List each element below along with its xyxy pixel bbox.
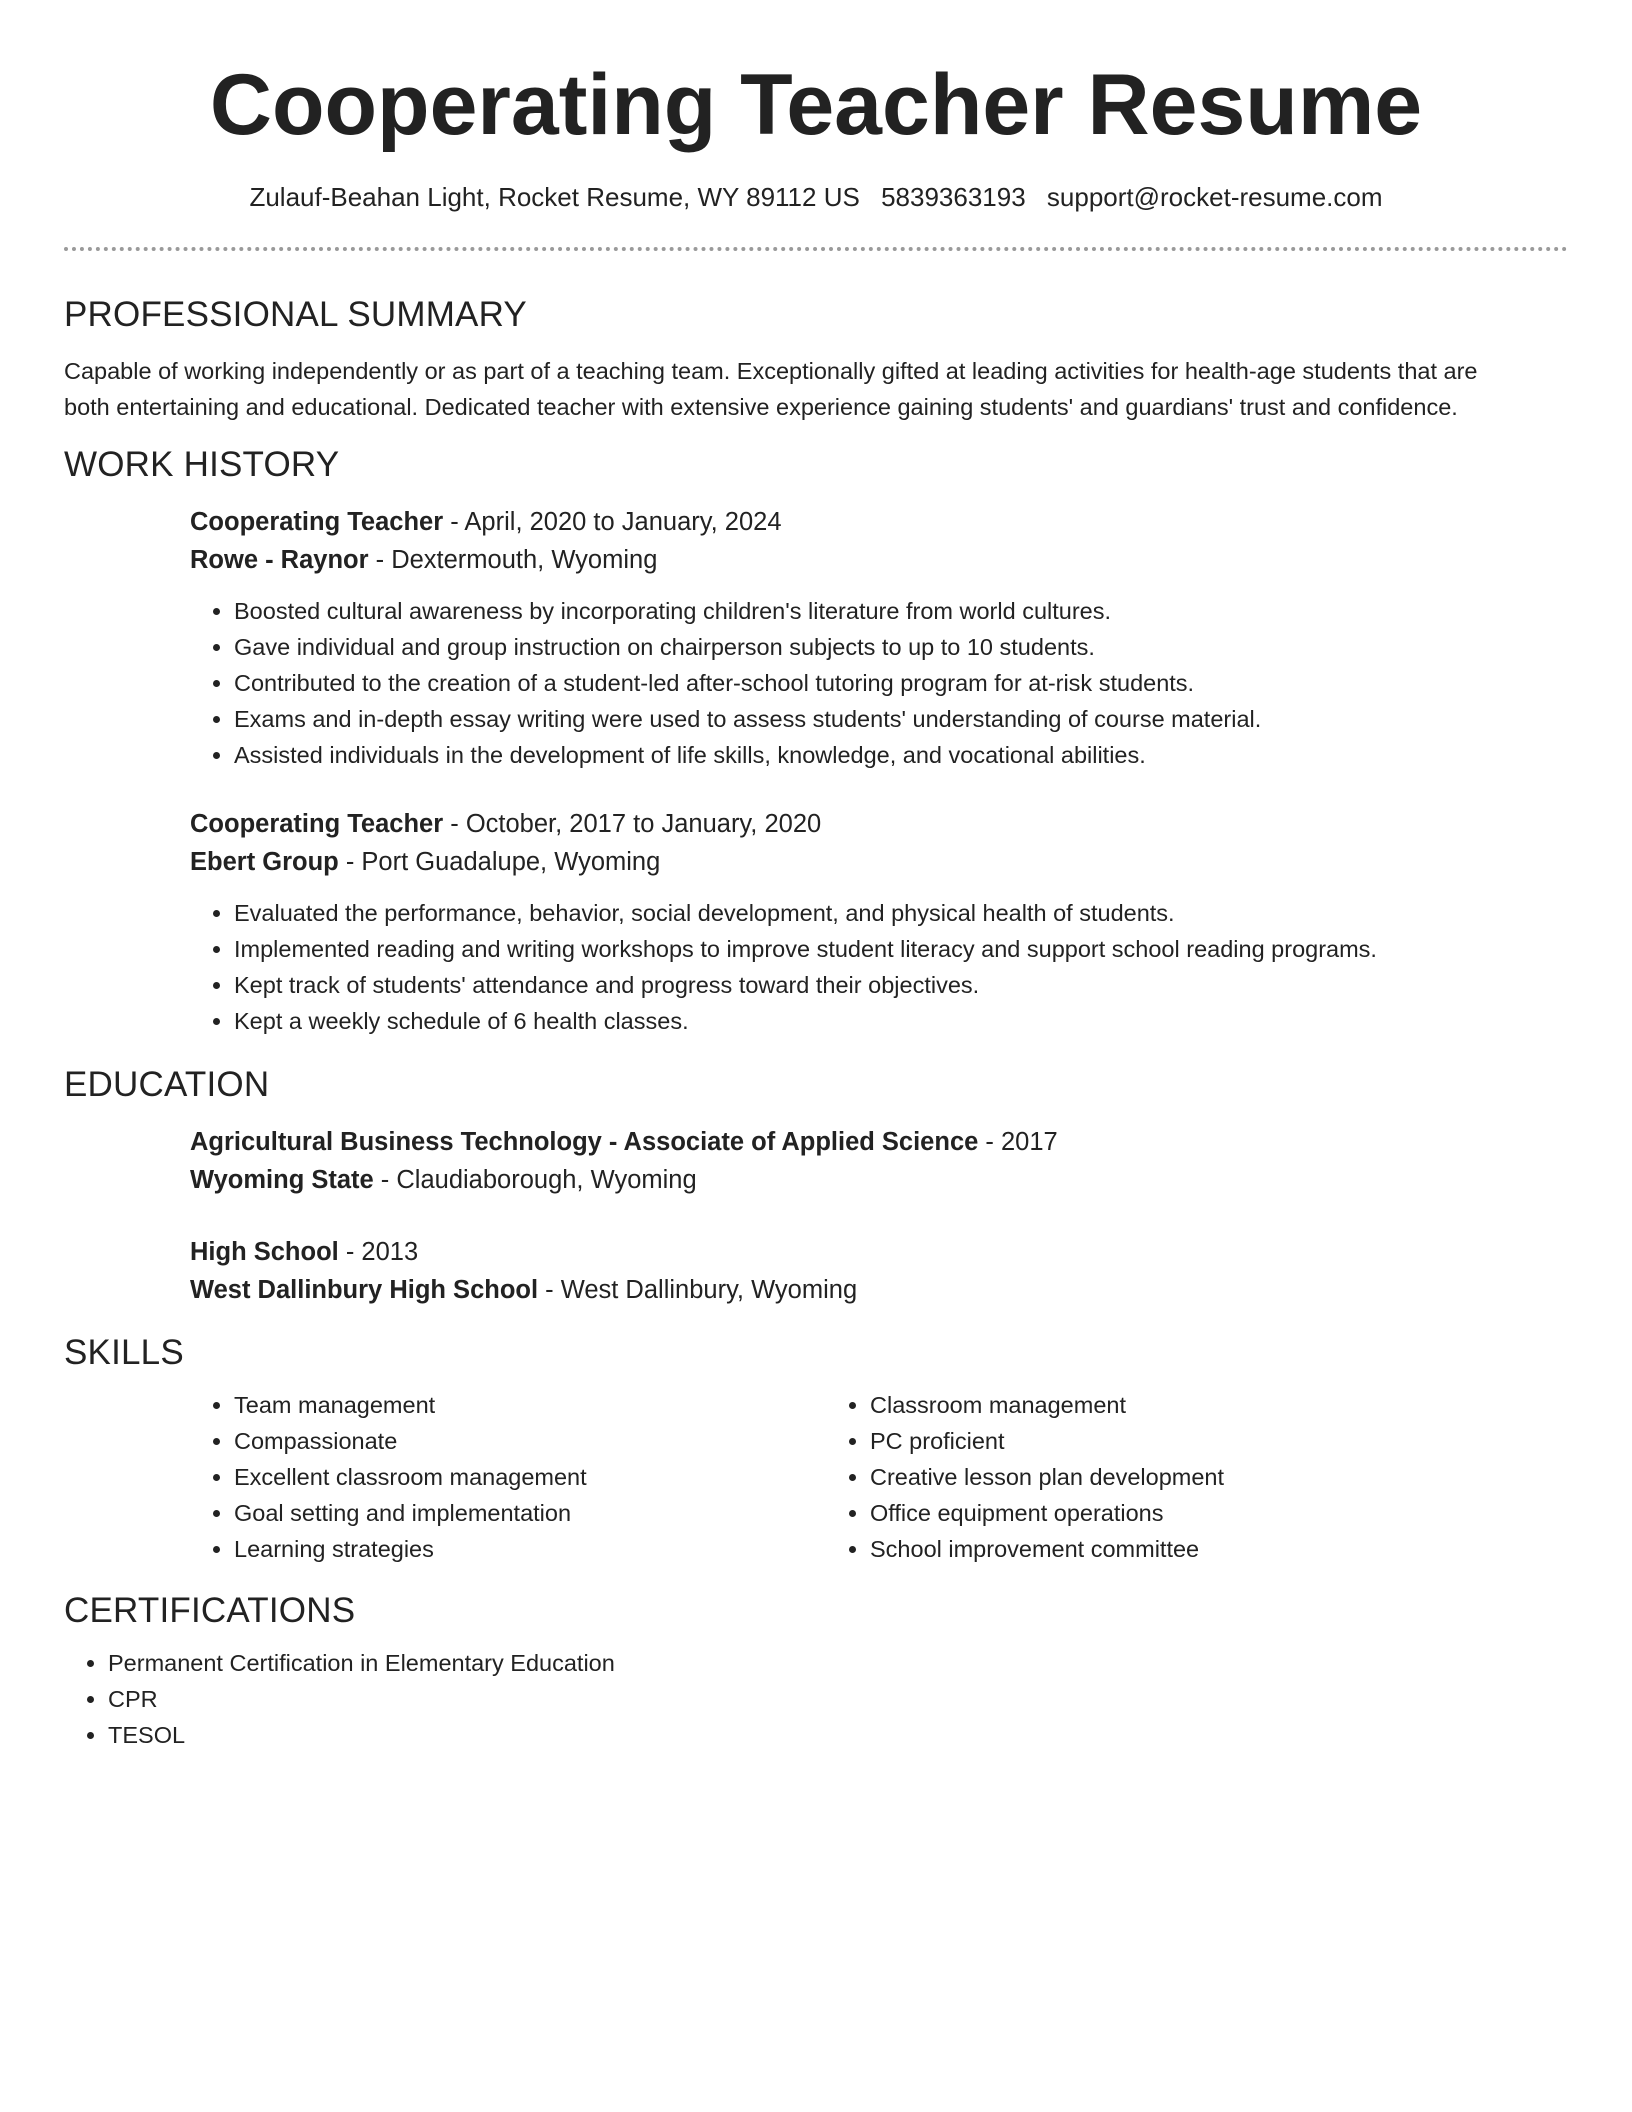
header-divider — [64, 247, 1568, 251]
education-location: - Claudiaborough, Wyoming — [373, 1166, 697, 1194]
list-item: • Goal setting and implementation — [234, 1495, 826, 1531]
education-degree-line — [190, 1233, 1568, 1271]
list-item: • Kept track of students' attendance and progress toward their objectives. — [234, 967, 1568, 1003]
education-school: West Dallinbury High School — [190, 1276, 539, 1304]
job-title: Cooperating Teacher — [190, 810, 444, 838]
certifications-heading: CERTIFICATIONS — [64, 1591, 356, 1630]
education-year: - 2013 — [338, 1238, 419, 1266]
list-item: • Boosted cultural awareness by incorporating children's literature from world cultures. — [234, 593, 1568, 629]
contact-address: Zulauf-Beahan Light, Rocket Resume, WY 89112 US — [249, 182, 860, 212]
list-item: • Compassionate — [234, 1423, 826, 1459]
list-item: • Permanent Certification in Elementary Education — [108, 1645, 1568, 1681]
job-dates: - October, 2017 to January, 2020 — [443, 810, 822, 838]
summary-heading: PROFESSIONAL SUMMARY — [64, 295, 527, 334]
education-degree: Agricultural Business Technology - Associate of Applied Science — [190, 1128, 979, 1156]
summary-section — [64, 293, 1568, 425]
list-item: • Creative lesson plan development — [870, 1459, 1462, 1495]
work-history-section — [64, 443, 1568, 1039]
job-title-line — [190, 503, 1568, 541]
skills-heading: SKILLS — [64, 1333, 184, 1372]
job-entry — [190, 503, 1568, 773]
education-year: - 2017 — [978, 1128, 1058, 1156]
list-item: • Evaluated the performance, behavior, social development, and physical health of students. — [234, 895, 1568, 931]
list-item: • Classroom management — [870, 1387, 1462, 1423]
list-item: • Implemented reading and writing workshops to improve student literacy and support school reading programs. — [234, 931, 1568, 967]
contact-email: support@rocket-resume.com — [1046, 182, 1383, 212]
job-location: - Port Guadalupe, Wyoming — [338, 848, 661, 876]
skills-grid — [190, 1387, 1568, 1567]
list-item: • Office equipment operations — [870, 1495, 1462, 1531]
education-school-line — [190, 1271, 1568, 1309]
list-item: • Team management — [234, 1387, 826, 1423]
list-item: • TESOL — [108, 1717, 1568, 1753]
education-degree-line — [190, 1123, 1568, 1161]
work-history-heading: WORK HISTORY — [64, 445, 340, 484]
list-item: • Gave individual and group instruction on chairperson subjects to up to 10 students. — [234, 629, 1568, 665]
list-item: • Assisted individuals in the development of life skills, knowledge, and vocational abilities. — [234, 737, 1568, 773]
education-entry — [190, 1233, 1568, 1309]
job-dates: - April, 2020 to January, 2024 — [443, 508, 782, 536]
job-company-line — [190, 843, 1568, 881]
list-item: • School improvement committee — [870, 1531, 1462, 1567]
contact-line — [64, 181, 1568, 213]
education-entry — [190, 1123, 1568, 1199]
education-section — [64, 1063, 1568, 1309]
job-title-line — [190, 805, 1568, 843]
list-item: • Kept a weekly schedule of 6 health classes. — [234, 1003, 1568, 1039]
certifications-list — [64, 1645, 1568, 1753]
job-company-line — [190, 541, 1568, 579]
job-bullets — [190, 895, 1568, 1039]
contact-phone: 5839363193 — [881, 182, 1026, 212]
list-item: • Learning strategies — [234, 1531, 826, 1567]
job-company: Rowe - Raynor — [190, 546, 369, 574]
job-company: Ebert Group — [190, 848, 339, 876]
job-entry — [190, 805, 1568, 1039]
job-location: - Dextermouth, Wyoming — [368, 546, 658, 574]
summary-text: Capable of working independently or as part of a teaching team. Exceptionally gifted at leading activities for health-age students that are both entertaining and educational. Dedicated teacher with extensive experience gaining students' and guardians' trust and confidence. — [64, 358, 1478, 420]
page-title: Cooperating Teacher Resume — [209, 57, 1423, 153]
education-degree: High School — [190, 1238, 339, 1266]
skills-section — [64, 1331, 1568, 1567]
education-school-line — [190, 1161, 1568, 1199]
list-item: • CPR — [108, 1681, 1568, 1717]
skills-column-right — [826, 1387, 1462, 1567]
job-title: Cooperating Teacher — [190, 508, 444, 536]
list-item: • Exams and in-depth essay writing were used to assess students' understanding of course material. — [234, 701, 1568, 737]
education-school: Wyoming State — [190, 1166, 374, 1194]
job-bullets — [190, 593, 1568, 773]
certifications-section — [64, 1589, 1568, 1753]
education-location: - West Dallinbury, Wyoming — [538, 1276, 858, 1304]
list-item: • Excellent classroom management — [234, 1459, 826, 1495]
education-heading: EDUCATION — [64, 1065, 270, 1104]
list-item: • PC proficient — [870, 1423, 1462, 1459]
skills-column-left — [190, 1387, 826, 1567]
list-item: • Contributed to the creation of a student-led after-school tutoring program for at-risk students. — [234, 665, 1568, 701]
